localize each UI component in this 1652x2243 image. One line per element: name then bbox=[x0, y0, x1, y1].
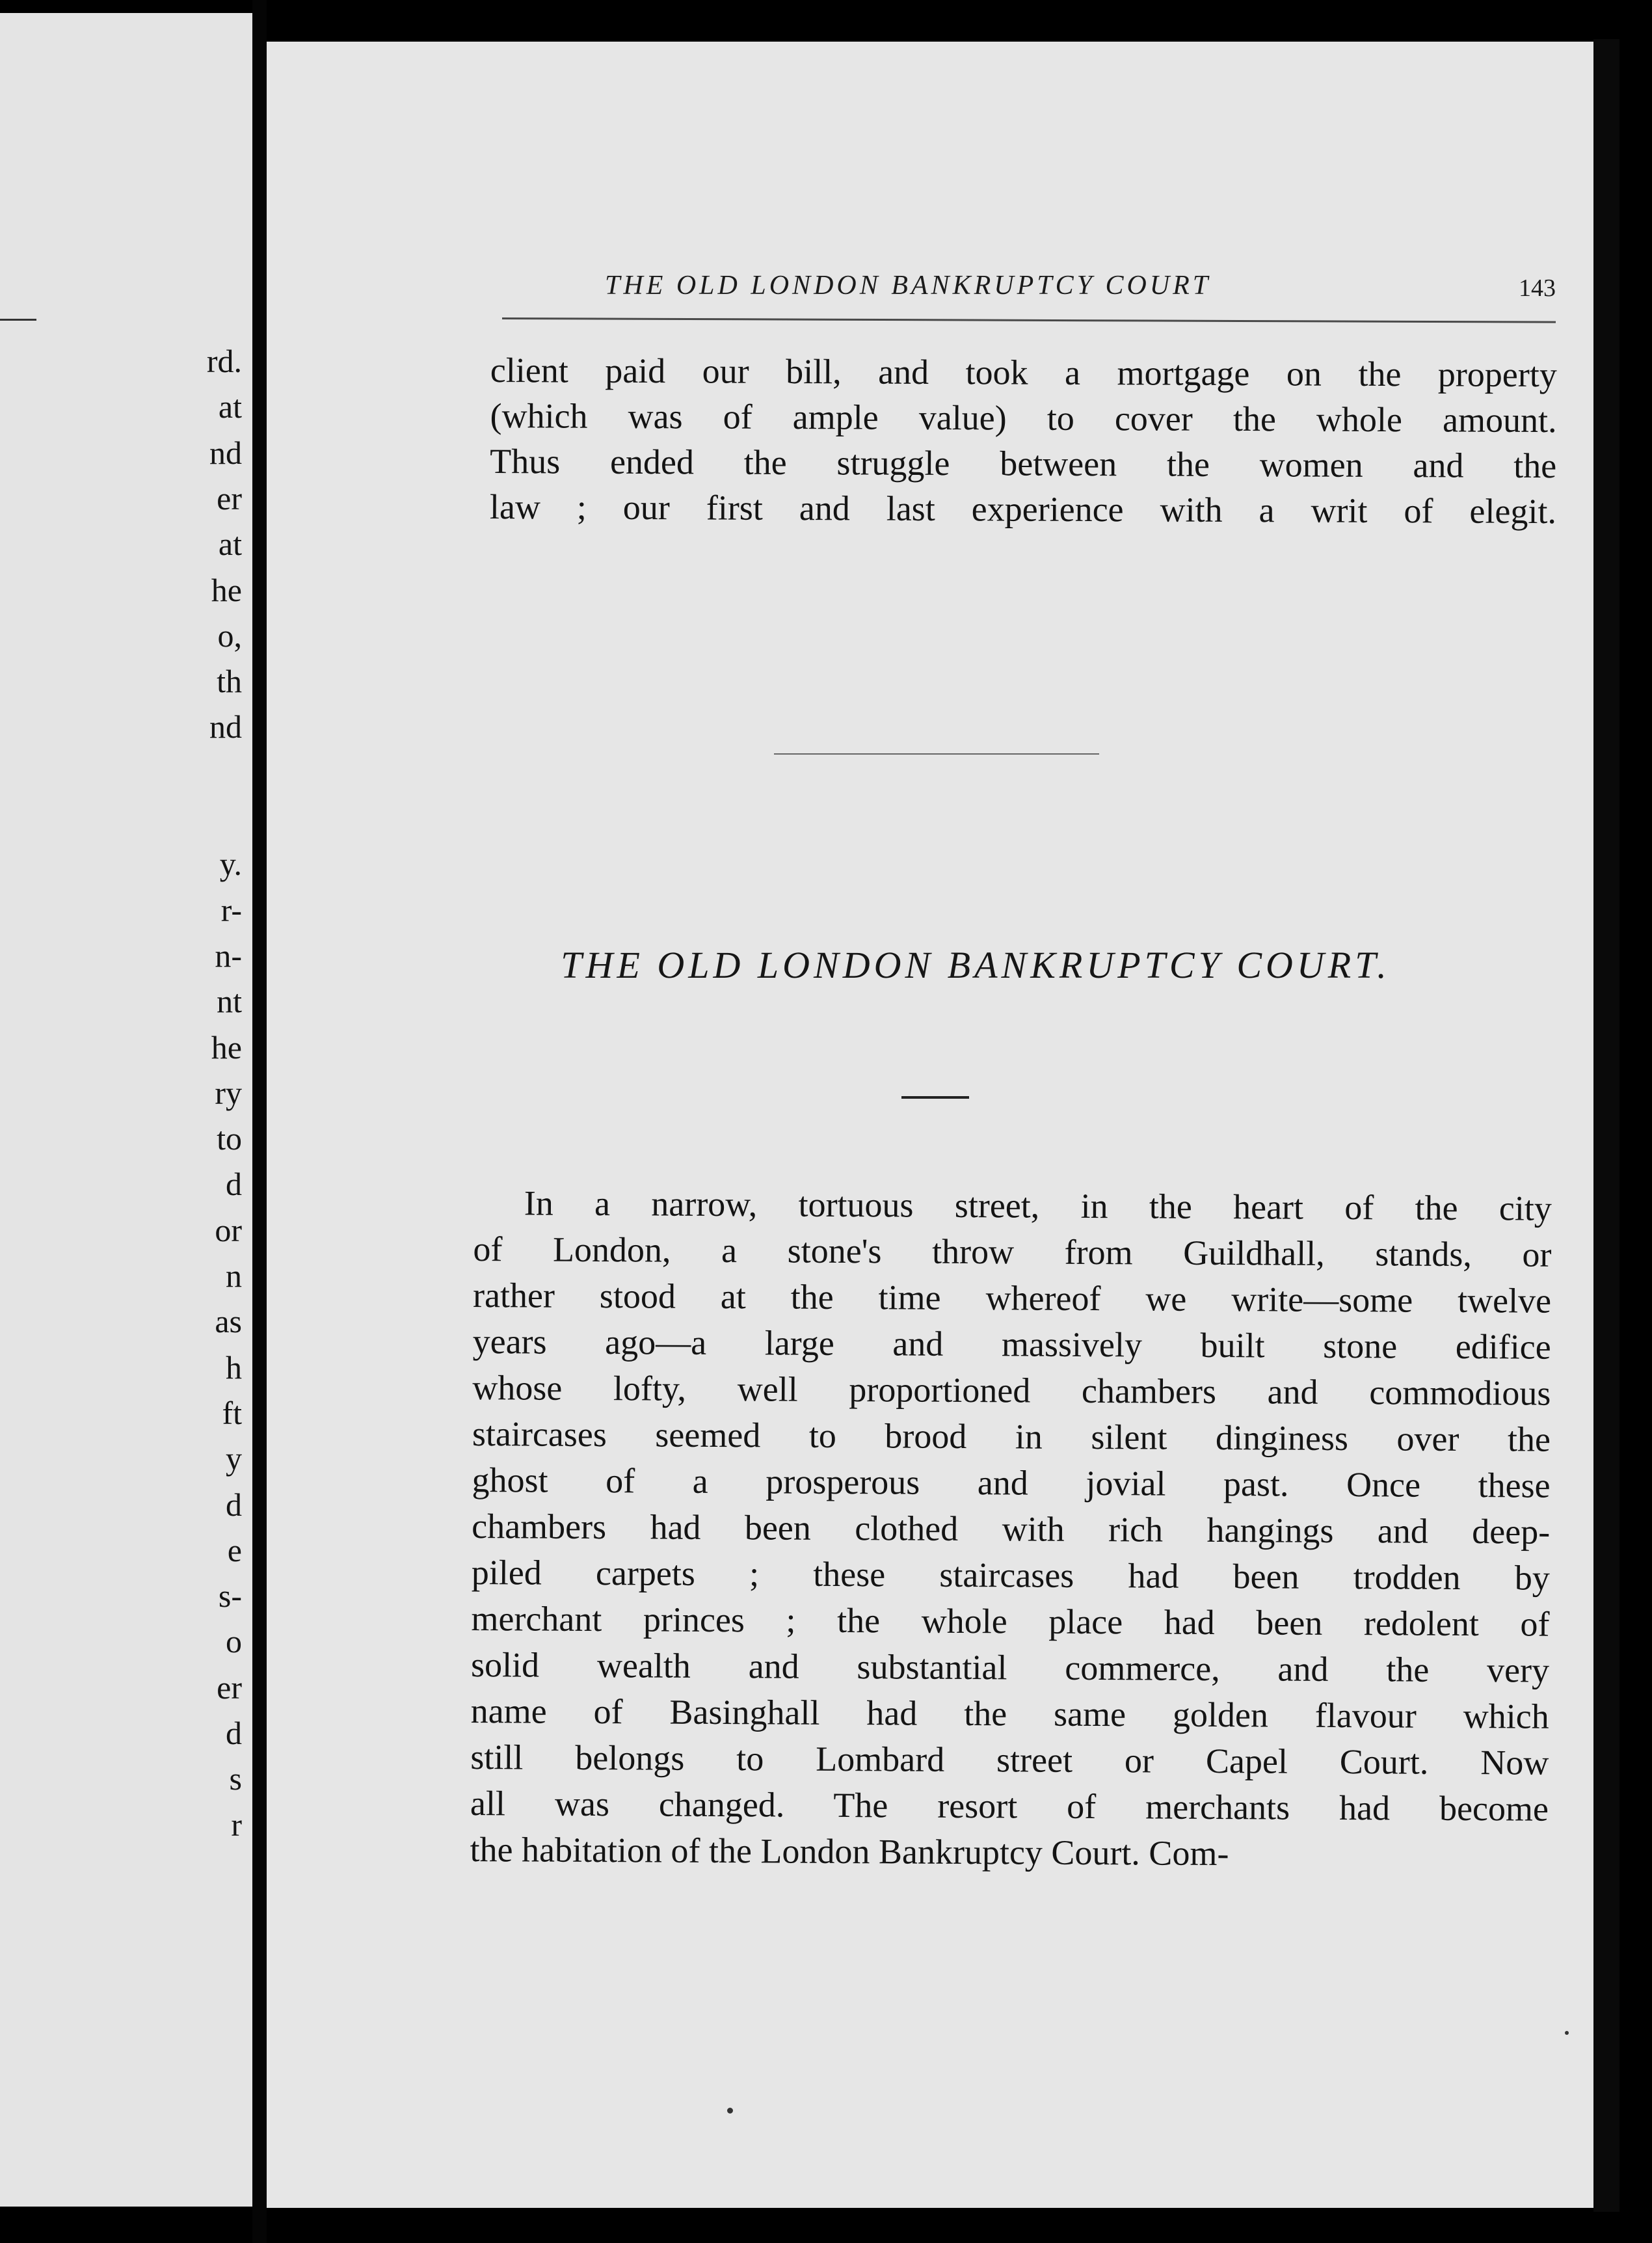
body-paragraph bbox=[470, 1180, 1552, 1879]
text-line: still belongs to Lombard street or Capel Court. Now bbox=[470, 1737, 1549, 1782]
text-line: piled carpets ; these staircases had been trodden by bbox=[471, 1552, 1550, 1598]
facing-page-text-fragment: he bbox=[211, 571, 242, 608]
text-line: In a narrow, tortuous street, in the heart of the city bbox=[524, 1183, 1552, 1228]
facing-page-text-fragment: th bbox=[217, 663, 242, 700]
text-line: merchant princes ; the whole place had been redolent of bbox=[471, 1598, 1550, 1644]
facing-page-text-fragment: h bbox=[226, 1349, 242, 1386]
facing-page-text-fragment: or bbox=[215, 1211, 242, 1248]
text-line: of London, a stone's throw from Guildhall, stands, or bbox=[473, 1229, 1552, 1274]
text-line: ghost of a prosperous and jovial past. Once these bbox=[472, 1460, 1551, 1505]
page-number: 143 bbox=[1519, 275, 1556, 302]
header-rule bbox=[502, 317, 1556, 323]
facing-page-text-fragment: n bbox=[226, 1257, 242, 1294]
text-line: chambers had been clothed with rich hangings and deep- bbox=[472, 1506, 1551, 1551]
facing-page-text-fragment: to bbox=[217, 1120, 242, 1157]
text-line: client paid our bill, and took a mortgage on the property bbox=[490, 350, 1557, 395]
facing-page-text-fragment: ft bbox=[222, 1394, 242, 1431]
text-line: Thus ended the struggle between the women and the bbox=[490, 441, 1557, 486]
facing-page-text-fragment: at bbox=[218, 388, 242, 425]
section-divider bbox=[774, 753, 1099, 755]
chapter-title: THE OLD LONDON BANKRUPTCY COURT. bbox=[561, 944, 1391, 986]
facing-page-text-fragment: y. bbox=[219, 846, 242, 883]
text-line: solid wealth and substantial commerce, and the very bbox=[470, 1645, 1550, 1690]
running-head bbox=[605, 263, 1556, 308]
text-line: (which was of ample value) to cover the whole amount. bbox=[490, 396, 1557, 440]
text-line: all was changed. The resort of merchants had become bbox=[470, 1783, 1549, 1829]
text-line: staircases seemed to brood in silent dinginess over the bbox=[472, 1414, 1551, 1459]
facing-page-text-fragment: d bbox=[226, 1486, 242, 1523]
continuation-paragraph bbox=[490, 347, 1557, 534]
text-line: the habitation of the London Bankruptcy Court. Com- bbox=[470, 1829, 1229, 1874]
title-dash bbox=[901, 1096, 969, 1099]
facing-page-rule bbox=[0, 319, 36, 321]
facing-page-text-fragment: y bbox=[226, 1440, 242, 1477]
book-page bbox=[267, 42, 1593, 2208]
text-line: name of Basinghall had the same golden flavour which bbox=[470, 1691, 1549, 1736]
facing-page-text-fragment: nd bbox=[209, 434, 242, 471]
facing-page-text-fragment: s- bbox=[218, 1578, 242, 1615]
facing-page-text-fragment: r bbox=[231, 1806, 242, 1843]
facing-page-text-fragment: nd bbox=[209, 708, 242, 745]
facing-page-text-fragment: nt bbox=[217, 983, 242, 1020]
paper-speck bbox=[1565, 2031, 1569, 2035]
facing-page-text-fragment: o bbox=[226, 1623, 242, 1660]
facing-page-text-fragment: o, bbox=[217, 617, 242, 654]
facing-page-text-fragment: d bbox=[226, 1715, 242, 1751]
text-line: rather stood at the time whereof we write—some twelve bbox=[472, 1275, 1552, 1321]
page-edge bbox=[1593, 39, 1619, 2212]
paper-speck bbox=[727, 2108, 733, 2114]
facing-page-text-fragment: er bbox=[217, 1669, 242, 1706]
text-line: whose lofty, well proportioned chambers and commodious bbox=[472, 1367, 1551, 1413]
facing-page-text-fragment: s bbox=[229, 1760, 242, 1797]
facing-page-text-fragment: e bbox=[227, 1531, 242, 1568]
facing-page-text-fragment: n- bbox=[215, 937, 242, 974]
book-gutter bbox=[252, 0, 267, 2243]
facing-page-text-fragment: as bbox=[215, 1303, 242, 1340]
facing-page-text-fragment: at bbox=[218, 526, 242, 563]
facing-page-text-fragment: he bbox=[211, 1028, 242, 1066]
facing-page-text-fragment: er bbox=[217, 479, 242, 517]
facing-page-text-fragment: d bbox=[226, 1166, 242, 1203]
text-line: years ago—a large and massively built stone edifice bbox=[472, 1321, 1551, 1367]
facing-page-text-fragment: ry bbox=[215, 1074, 242, 1111]
facing-page bbox=[0, 13, 252, 2207]
facing-page-text-fragment: rd. bbox=[206, 343, 242, 379]
text-line: law ; our first and last experience with a writ of elegit. bbox=[489, 487, 1557, 531]
facing-page-text-fragment: r- bbox=[220, 891, 242, 928]
running-head-title: THE OLD LONDON BANKRUPTCY COURT bbox=[605, 271, 1212, 301]
